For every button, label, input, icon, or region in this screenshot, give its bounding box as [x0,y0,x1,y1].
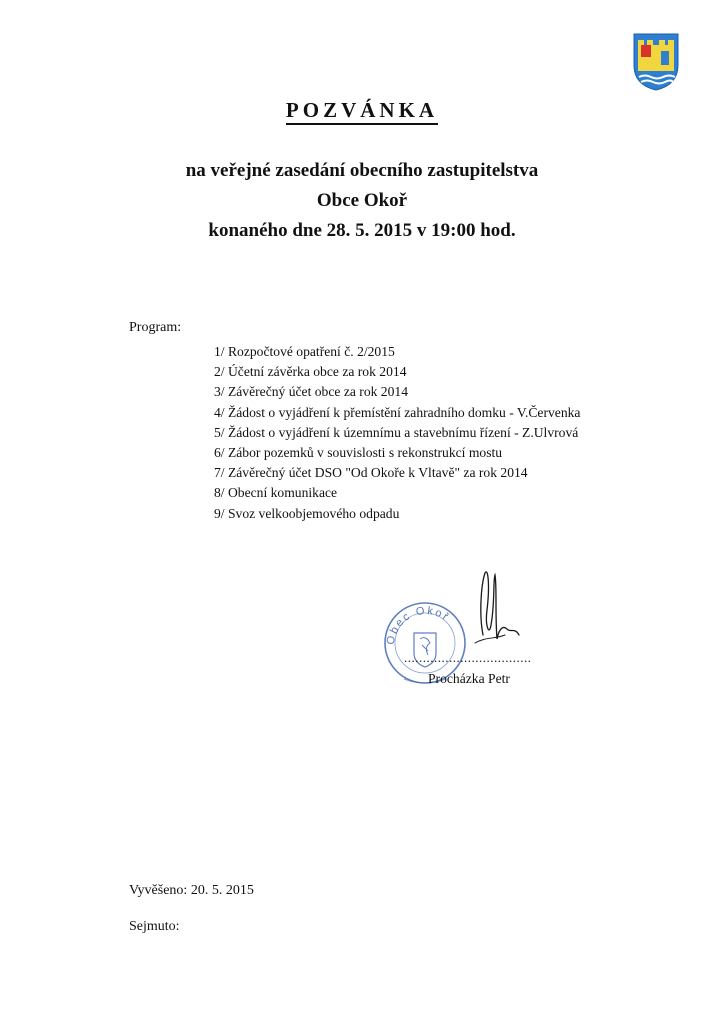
removed-date: Sejmuto: [129,919,180,934]
agenda-item: 1/ Rozpočtové opatření č. 2/2015 [214,344,395,359]
agenda-list [214,342,580,524]
meeting-date: konaného dne 28. 5. 2015 v 19:00 hod. [208,220,516,241]
handwritten-signature [455,565,530,655]
signer-name: Procházka Petr [428,671,510,686]
agenda-item: 6/ Zábor pozemků v souvislosti s rekonstrukcí mostu [214,445,503,461]
stamp-text: Obec Okoř [384,604,452,646]
agenda-item: 2/ Účetní závěrka obce za rok 2014 [214,364,407,380]
agenda-item: 5/ Žádost o vyjádření k územnímu a stavebnímu řízení - Z.Ulvrová [214,424,579,440]
svg-text:Obec Okoř [385,605,452,646]
agenda-item: 3/ Závěrečný účet obce za rok 2014 [214,384,408,400]
signature-line: .................................. [404,650,532,665]
crest-logo [633,33,679,91]
meeting-description: na veřejné zasedání obecního zastupitelstva [185,160,539,181]
agenda-item: 4/ Žádost o vyjádření k přemístění zahradního domku - V.Červenka [214,404,581,420]
agenda-item: 8/ Obecní komunikace [214,485,338,501]
agenda-item: 7/ Závěrečný účet DSO "Od Okoře k Vltavě" za rok 2014 [214,465,528,481]
document-title [0,98,724,123]
agenda-item: 9/ Svoz velkoobjemového odpadu [214,505,400,521]
program-label: Program: [129,320,182,335]
posted-date: Vyvěšeno: 20. 5. 2015 [129,883,254,898]
document-title-text: POZVÁNKA [286,98,438,125]
municipality-name: Obce Okoř [316,190,408,211]
